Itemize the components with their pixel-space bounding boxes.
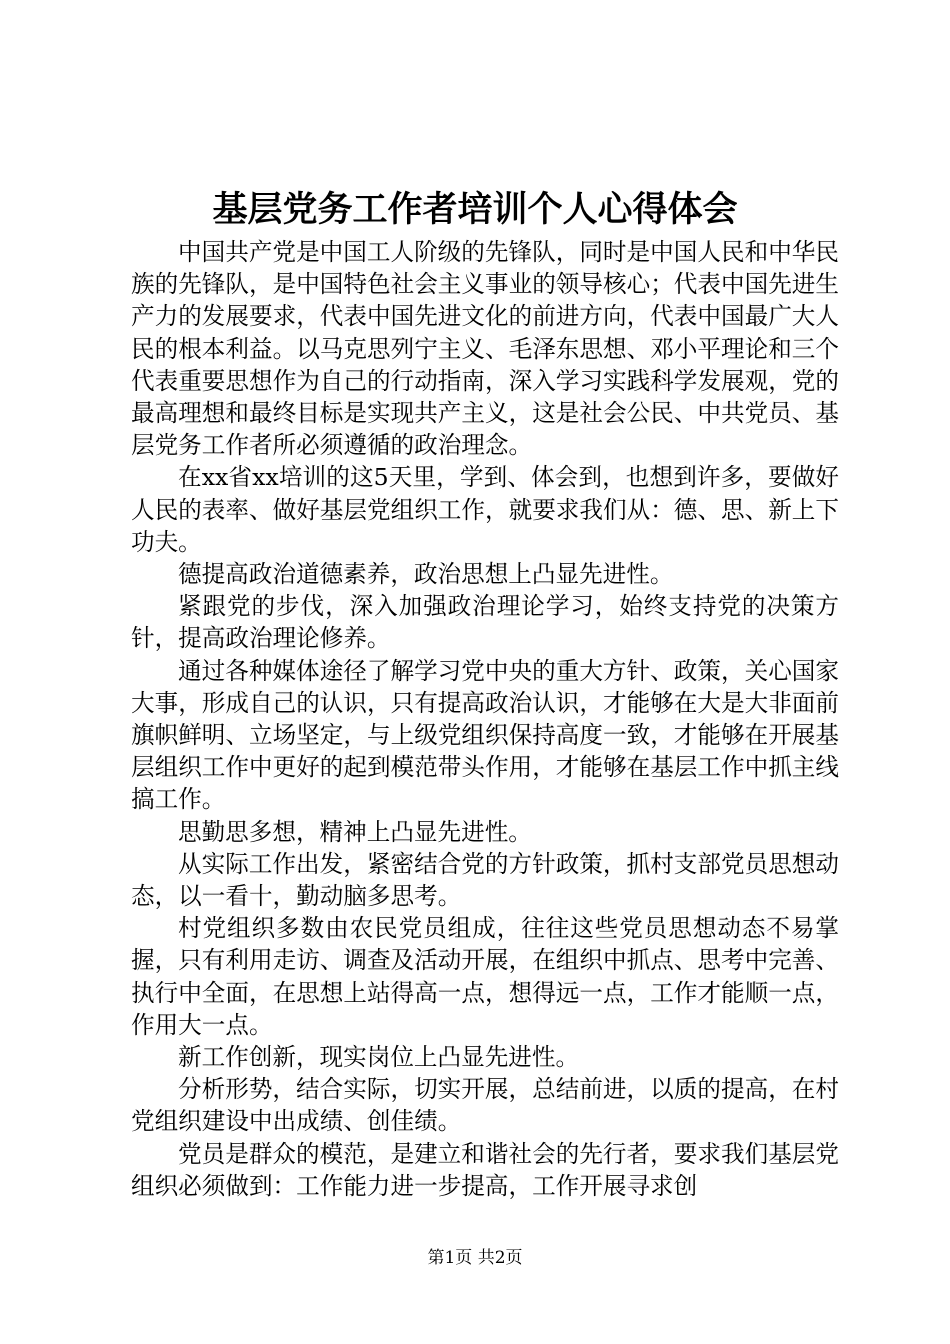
paragraph-9: 新工作创新，现实岗位上凸显先进性。 <box>178 1043 580 1072</box>
paragraph-6: 思勤思多想，精神上凸显先进性。 <box>178 817 532 846</box>
paragraph-2: 在xx省xx培训的这5天里，学到、体会到，也想到许多，要做好人民的表率、做好基层党组织工作，就要求我们从：德、思、新上下功夫。 <box>131 463 839 556</box>
document-body <box>131 236 839 1202</box>
paragraph-5: 通过各种媒体途径了解学习党中央的重大方针、政策，关心国家大事，形成自己的认识，只有提高政治认识，才能够在大是大非面前旗帜鲜明、立场坚定，与上级党组织保持高度一致，才能够在开展基层组织工作中更好的起到模范带头作用，才能够在基层工作中抓主线搞工作。 <box>131 656 839 814</box>
paragraph-7: 从实际工作出发，紧密结合党的方针政策，抓村支部党员思想动态，以一看十，勤动脑多思考。 <box>131 849 839 911</box>
paragraph-8: 村党组织多数由农民党员组成，往往这些党员思想动态不易掌握，只有利用走访、调查及活动开展，在组织中抓点、思考中完善、执行中全面，在思想上站得高一点，想得远一点，工作才能顺一点，作用大一点。 <box>131 914 839 1039</box>
page-title: 基层党务工作者培训个人心得体会 <box>212 189 738 230</box>
paragraph-3: 德提高政治道德素养，政治思想上凸显先进性。 <box>178 560 674 589</box>
page-number-footer: 第1页 共2页 <box>427 1248 523 1268</box>
paragraph-1: 中国共产党是中国工人阶级的先锋队，同时是中国人民和中华民族的先锋队，是中国特色社会主义事业的领导核心；代表中国先进生产力的发展要求，代表中国先进文化的前进方向，代表中国最广大人民的根本利益。以马克思列宁主义、毛泽东思想、邓小平理论和三个代表重要思想作为自己的行动指南，深入学习实践科学发展观，党的最高理想和最终目标是实现共产主义，这是社会公民、中共党员、基层党务工作者所必须遵循的政治理念。 <box>131 238 839 460</box>
paragraph-4: 紧跟党的步伐，深入加强政治理论学习，始终支持党的决策方针，提高政治理论修养。 <box>131 592 839 653</box>
paragraph-10: 分析形势，结合实际，切实开展，总结前进，以质的提高，在村党组织建设中出成绩、创佳绩。 <box>131 1075 839 1136</box>
paragraph-11: 党员是群众的模范，是建立和谐社会的先行者，要求我们基层党组织必须做到：工作能力进一步提高，工作开展寻求创 <box>131 1139 839 1200</box>
